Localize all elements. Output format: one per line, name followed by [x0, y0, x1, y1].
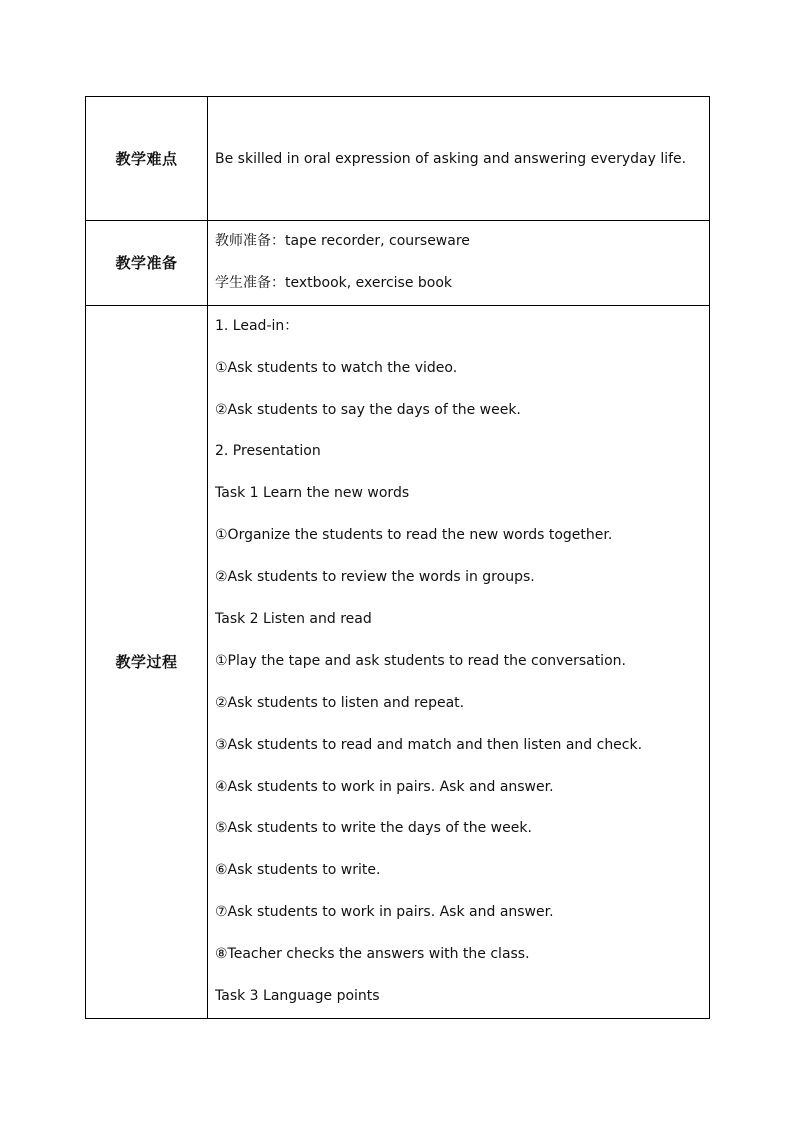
- process-line: ⑥Ask students to write.: [215, 862, 381, 879]
- process-line: ⑤Ask students to write the days of the week.: [215, 820, 532, 837]
- teaching-preparation-content: [208, 221, 710, 306]
- teaching-difficulty-row: [86, 97, 710, 221]
- process-line: Task 3 Language points: [215, 988, 380, 1005]
- process-line: Task 1 Learn the new words: [215, 485, 410, 502]
- process-line: ①Play the tape and ask students to read the conversation.: [215, 652, 626, 669]
- process-line: 2. Presentation: [215, 443, 321, 460]
- teaching-difficulty-label: 教学难点: [86, 97, 208, 221]
- teaching-preparation-label: 教学准备: [86, 221, 208, 306]
- teacher-preparation-line: 教师准备：tape recorder, courseware: [215, 233, 470, 249]
- student-preparation-line: 学生准备：textbook, exercise book: [215, 274, 453, 291]
- teaching-process-content: [208, 305, 710, 1018]
- teaching-process-row: [86, 305, 710, 1018]
- process-line: ④Ask students to work in pairs. Ask and answer.: [215, 778, 554, 795]
- process-line: ⑧Teacher checks the answers with the class.: [215, 946, 530, 963]
- process-line: Task 2 Listen and read: [215, 611, 372, 628]
- process-line: ③Ask students to read and match and then listen and check.: [215, 736, 643, 753]
- process-line: ②Ask students to listen and repeat.: [215, 694, 465, 711]
- process-line: ①Organize the students to read the new words together.: [215, 527, 613, 544]
- teaching-difficulty-text: Be skilled in oral expression of asking and answering everyday life.: [208, 97, 710, 221]
- process-line: ②Ask students to review the words in groups.: [215, 569, 535, 586]
- teaching-preparation-row: [86, 221, 710, 306]
- process-line: ⑦Ask students to work in pairs. Ask and answer.: [215, 904, 554, 921]
- process-line: ①Ask students to watch the video.: [215, 359, 458, 376]
- lesson-plan-table: [85, 96, 710, 1019]
- teaching-process-label: 教学过程: [86, 305, 208, 1018]
- process-line: 1. Lead-in：: [215, 317, 299, 334]
- process-line: ②Ask students to say the days of the week.: [215, 401, 521, 418]
